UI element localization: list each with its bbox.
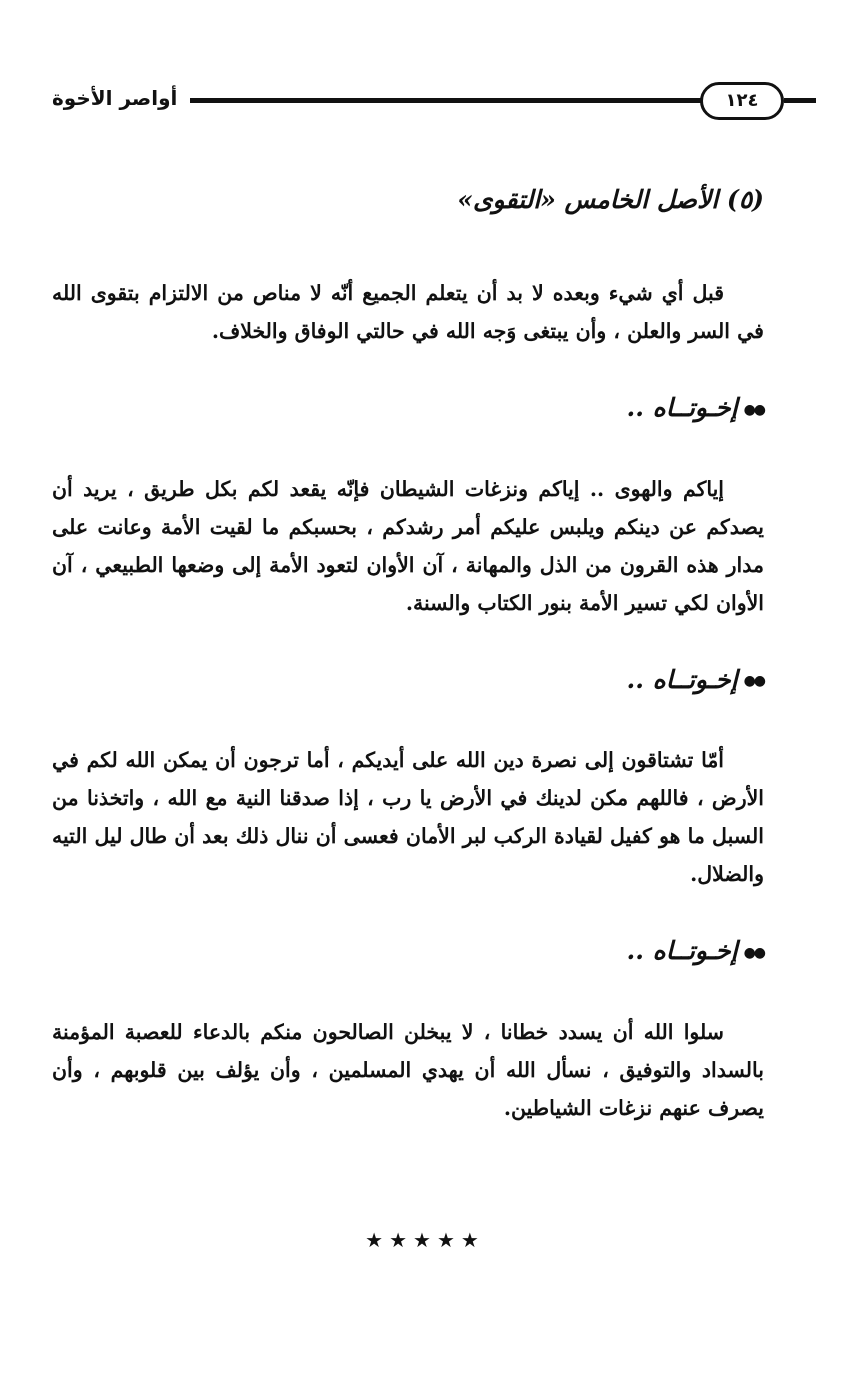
subheading (52, 660, 764, 702)
book-title: أواصر الأخوة (52, 86, 178, 110)
header-rule-end (784, 98, 816, 103)
paragraph-text: إياكم والهوى .. إياكم ونزغات الشيطان فإنّه يقعد لكم بكل طريق ، يريد أن يصدكم عن دينكم ويلبس عليكم أمر رشدكم ، بحسبكم ما لقيت الأمة وعانت على مدار هذه القرون من الذل والمهانة ، آن الأوان لتعود الأمة إلى وضعها الطبيعي ، آن الأوان لكي تسير الأمة بنور الكتاب والسنة. (52, 476, 764, 615)
running-header (52, 78, 764, 126)
bullet-icon: ●● (743, 401, 764, 418)
bullet-icon: ●● (743, 673, 764, 689)
paragraph-2 (52, 470, 764, 622)
paragraph-1 (52, 274, 764, 350)
paragraph-text: قبل أي شيء وبعده لا بد أن يتعلم الجميع أنّه لا مناص من الالتزام بتقوى الله في السر والعلن ، وأن يبتغى وَجه الله في حالتي الوفاق والخلاف. (52, 281, 764, 343)
subheading-text: إخـوتــاه .. (626, 393, 738, 422)
header-rule (190, 98, 702, 103)
subheading (52, 388, 764, 430)
section-title: (٥) الأصل الخامس «التقوى» (457, 185, 764, 214)
subheading (52, 931, 764, 973)
paragraph-text: سلوا الله أن يسدد خطانا ، لا يبخلن الصالحون منكم بالدعاء للعصبة المؤمنة بالسداد والتوفيق ، نسأل الله أن يهدي المسلمين ، وأن يؤلف بين قلوبهم ، وأن يصرف عنهم نزغات الشياطين. (52, 1019, 764, 1120)
paragraph-3 (52, 741, 764, 893)
page-body (52, 180, 764, 1127)
subheading-text: إخـوتــاه .. (626, 936, 738, 965)
paragraph-text: أمّا تشتاقون إلى نصرة دين الله على أيديكم ، أما ترجون أن يمكن الله لكم في الأرض ، فاللهم مكن لدينك في الأرض يا رب ، إذا صدقنا النية مع الله ، واتخذنا من السبل ما هو كفيل لقيادة الركب لبر الأمان فعسى أن ننال ذلك بعد أن طال ليل التيه والضلال. (52, 748, 764, 886)
end-stars: ★★★★★ (365, 1228, 485, 1252)
paragraph-4 (52, 1013, 764, 1127)
page-number: ١٢٤ (700, 82, 784, 120)
bullet-icon: ●● (743, 944, 764, 961)
subheading-text: إخـوتــاه .. (626, 664, 738, 694)
